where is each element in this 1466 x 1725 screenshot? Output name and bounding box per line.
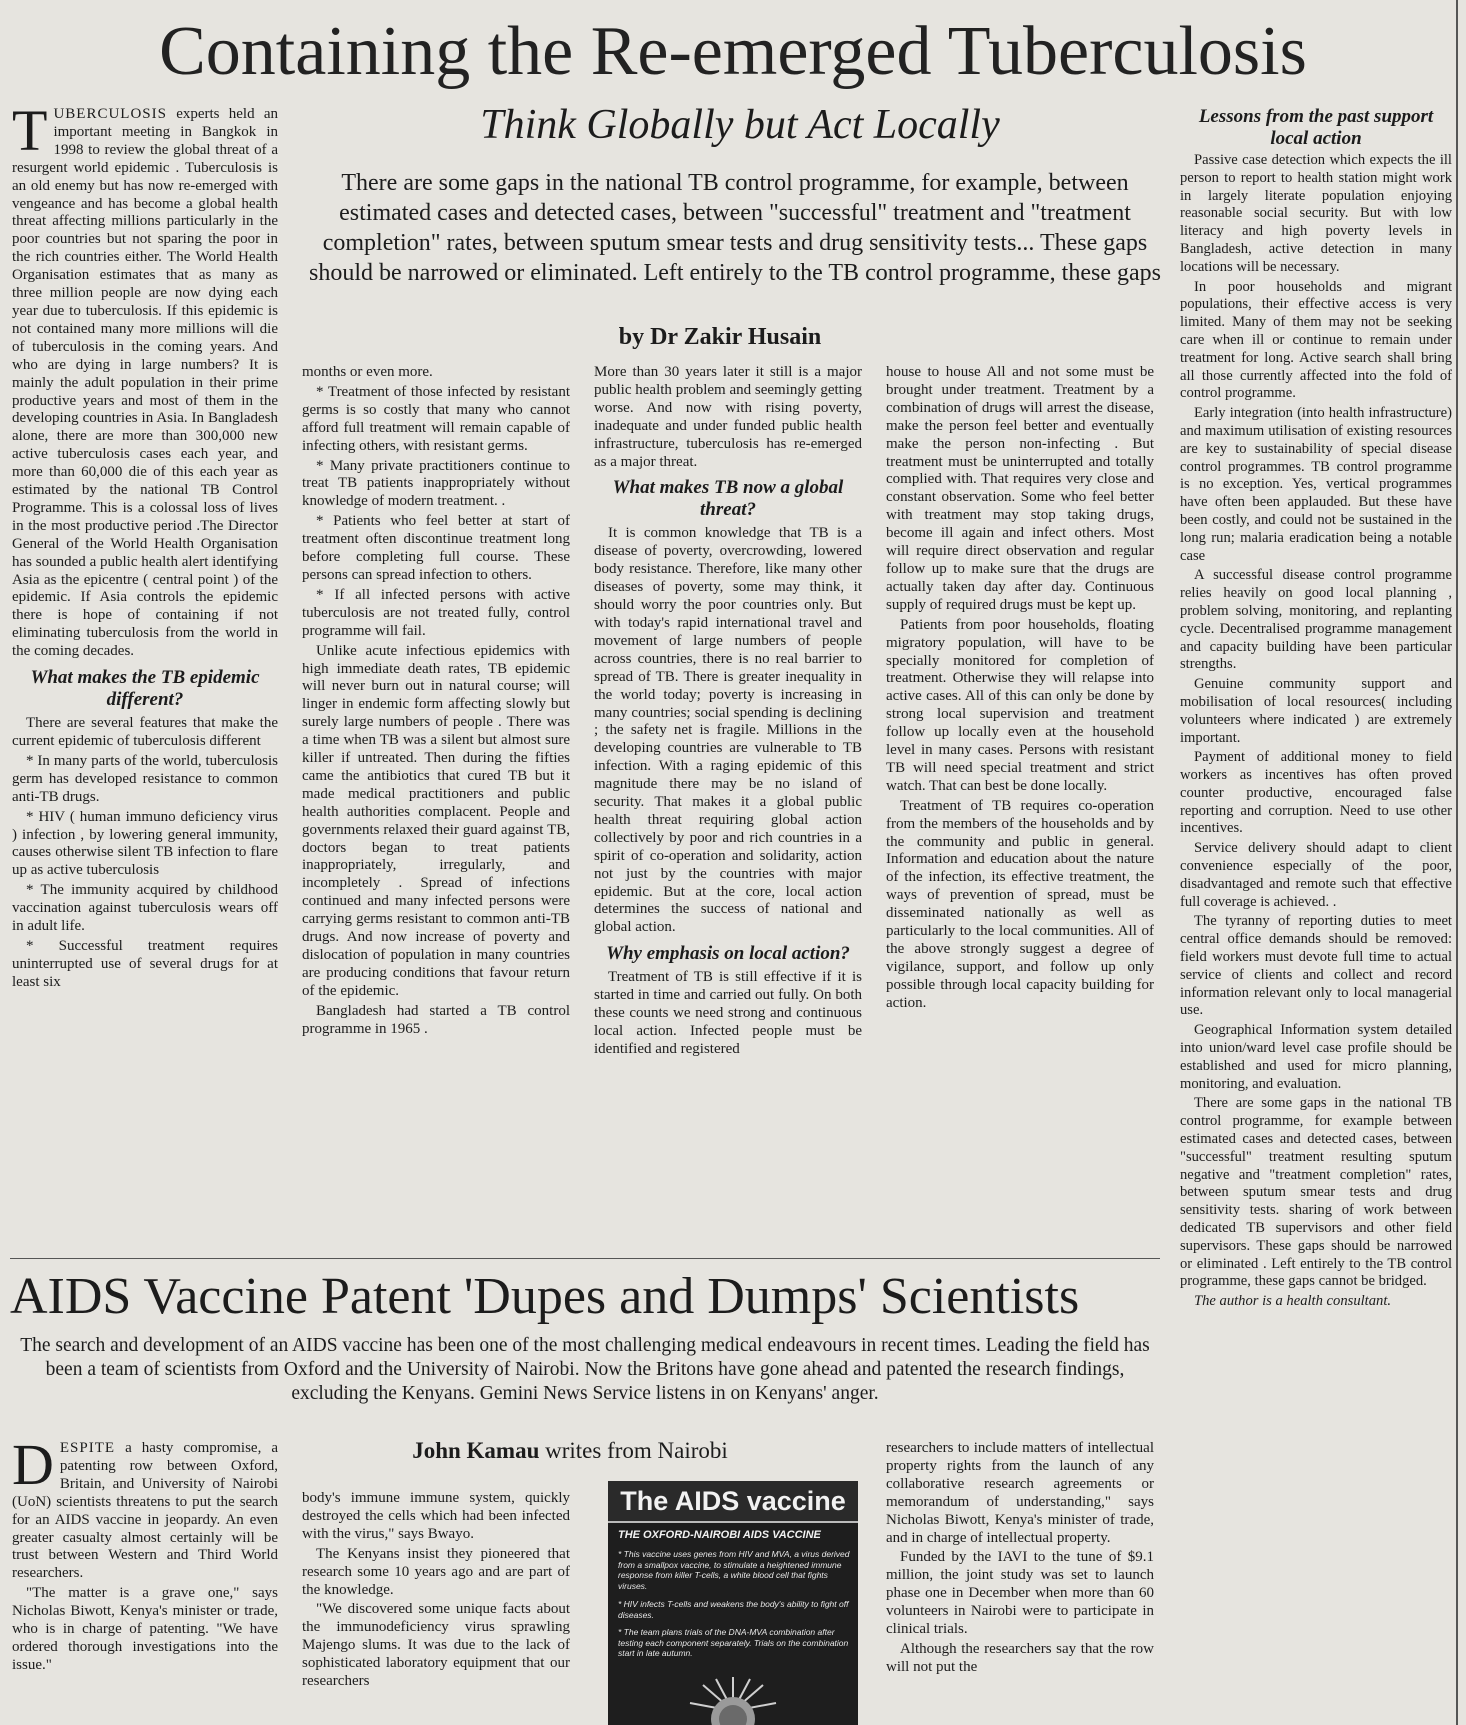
tb-column-1: TUBERCULOSIS experts held an important meeting in Bangkok in 1998 to review the global threat of a resurgent world epidemic . Tuberculosis is an old enemy but has now re-emerged with vengeance and has become a global health threat affecting millions particularly in the poor countries but not sparing the poor in the rich countries either. The World Health Organisation estimates that as many as three million people are now dying each year due to tuberculosis. If this epidemic is not contained many more millions will die of tuberculosis in the coming years. And who are dying in large numbers? It is mainly the adult population in their prime productive years and most of them in the developing countries in Asia. In Bangladesh alone, there are more than 300,000 new active tuberculosis cases each year, and more than 60,000 die of this each year as estimated by the national TB Control Programme. This is a colossal loss of lives in the most productive period .The Director General of the World Health Organisation has sounded a public health alert identifying Asia as the epicentre ( central point ) of the epidemic. If Asia controls the epidemic there is hope of containing if not eliminating tuberculosis from the world in the coming decades. What makes the TB epidemic different? There are several features that make the current epidemic of tuberculosis different * In many parts of the world, tuberculosis germ has developed resistance to common anti-TB drugs. * HIV ( human immuno deficiency virus ) infection , by lowering general immunity, causes otherwise silent TB infection to flare up as active tuberculosis * The immunity acquired by childhood vaccination against tuberculosis wears off in adult life. * Successful treatment requires uninterrupted use of several drugs for at least six <box>12 106 278 990</box>
aids-vaccine-infobox <box>608 1481 858 1725</box>
author-credit: The author is a health consultant. <box>1194 1293 1392 1310</box>
tb-sidebar: Lessons from the past support local action Passive case detection which expects the ill person to report to health station might work in largely literate population enjoying reasonable social security. But with low literacy and high poverty levels in Bangladesh, active detection in many locations will be necessary. In poor households and migrant populations, their effective access is very limited. Many of them may not be seeking care when ill or continue to remain under treatment for long. Active search shall bring all those currently affected into the fold of control programme. Early integration (into health infrastructure) and maximum utilisation of existing resources are key to sustainability of special disease control programmes. TB control programme is no exception. Yes, vertical programmes have often been applauded. But these have been costly, and could not be sustained in the long run; malaria eradication being a notable case A successful disease control programme relies heavily on good local planning , problem solving, monitoring, and replanting cycle. Decentralised programme management and capacity building have been particular strengths. Genuine community support and mobilisation of local resources( including volunteers where indicated ) are extremely important. Payment of additional money to field workers as incentives has often proved counter productive, encouraged false reporting and corruption. Need to use other incentives. Service delivery should adapt to client convenience especially of the poor, disadvantaged and remote such that effective full coverage is achieved. . The tyranny of reporting duties to meet central office demands should be removed: field workers must devote full time to actual service of clients and collect and record information relevant only to local managerial use. Geographical Information system detailed into union/ward level case profile should be established and used for micro planning, monitoring, and evaluation. There are some gaps in the national TB control programme, for example between estimated cases and detected cases, between "successful" treatment resulting sputum negative and "treatment completion" rates, between sputum smear tests and drug sensitivity tests. sharing of work between dedicated TB supervisors and other field supervisors. These gaps should be narrowed or eliminated . Left entirely to the TB control programme, these gaps cannot be bridged. The author is a health consultant. <box>1180 106 1452 1310</box>
infobox-item: * HIV infects T-cells and weakens the body's ability to fight off diseases. <box>618 1599 849 1620</box>
sidebar-title: Lessons from the past support local action <box>1198 106 1434 149</box>
tb-headline: Containing the Re-emerged Tuberculosis <box>159 13 1307 90</box>
subhead: What makes the TB epidemic different? <box>30 667 260 711</box>
section-divider <box>10 1258 1160 1259</box>
subhead: Why emphasis on local action? <box>606 943 850 965</box>
tb-column-2: months or even more. * Treatment of those infected by resistant germs is so costly that many who cannot afford full treatment will remain capable of infecting others, with resistant germs. * Many private practitioners continue to treat TB patients inappropriately without knowledge of modern treatment. . * Patients who feel better at start of treatment often discontinue treatment long before completing full course. These persons can spread infection to others. * If all infected persons with active tuberculosis are not treated fully, control programme will fail. Unlike acute infectious epidemics with high immediate death rates, TB epidemic will never burn out in natural course; will linger in endemic form affecting slowly but surely large numbers of people . There was a time when TB was a silent but almost sure killer if untreated. Then during the fifties came the antibiotics that cured TB but it made medical practitioners and public health authorities complacent. People and governments relaxed their guard against TB, doctors began to treat patients inappropriately, irregularly, and incompletely . Spread of infections continued and many infected persons were carrying germs resistant to common anti-TB drugs. And now increase of poverty and dislocation of population in many countries are producing conditions that favour return of the epidemic. Bangladesh had started a TB control programme in 1965 . <box>302 364 570 1037</box>
aids-headline: AIDS Vaccine Patent 'Dupes and Dumps' Scientists <box>10 1268 1080 1325</box>
tb-deck: Think Globally but Act Locally <box>480 102 1000 148</box>
aids-intro: The search and development of an AIDS vaccine has been one of the most challenging medical endeavours in recent times. Leading the field has been a team of scientists from Oxford and the University of Nairobi. Now the Britons have gone ahead and patented the research findings, excluding the Kenyans. Gemini News Service listens in on Kenyans' anger. <box>20 1335 1150 1404</box>
tb-column-4: house to house All and not some must be brought under treatment. Treatment by a combination of drugs will arrest the disease, make the person feel better and eventually make the person non-infecting . But treatment must be uninterrupted and totally complied with. That requires very close and constant observation. Some who feel better with treatment may stop taking drugs, become ill again and infect others. Most will require direct observation and regular follow up to make sure that the drugs are actually taken day after day. Continuous supply of required drugs must be kept up. Patients from poor households, floating migratory population, will have to be specially monitored for completion of treatment. Otherwise they will relapse into active cases. All of this can only be done by strong local supervision and treatment follow up locally even at the household level in many cases. Persons with resistant TB will need special treatment and strict watch. That can best be done locally. Treatment of TB requires co-operation from the members of the households and by the community and public in general. Information and education about the nature of the infection, its effective treatment, the ways of prevention of spread, must be disseminated nationally as well as particularly to the local communities. All of the above strongly suggest a degree of vigilance, support, and follow up only possible through local capacity building for action. <box>886 364 1154 1011</box>
tb-standfirst: There are some gaps in the national TB control programme, for example, between estimated cases and detected cases, between "successful" treatment and "treatment completion" rates, between sputum smear tests and drug sensitivity tests... These gaps should be narrowed or eliminated. Left entirely to the TB control programme, these gaps <box>309 170 1161 286</box>
infobox-subtitle: THE OXFORD-NAIROBI AIDS VACCINE <box>618 1529 821 1541</box>
tb-byline: by Dr Zakir Husain <box>618 324 822 350</box>
aids-column-2: body's immune immune system, quickly destroyed the cells which had been infected with the virus," says Bwayo. The Kenyans insist they pioneered that research some 10 years ago and are part of the knowledge. "We discovered some unique facts about the immunodeficiency virus sprawling Majengo slums. It was due to the lack of sophisticated laboratory equipment that our researchers <box>302 1490 570 1690</box>
infobox-item: * The team plans trials of the DNA-MVA combination after testing each component separately. Trials on the combination start in late autumn. <box>618 1627 849 1658</box>
subhead: What makes TB now a global threat? <box>612 477 844 521</box>
drop-cap: T <box>12 106 48 163</box>
virus-illustration-icon <box>668 1671 798 1725</box>
drop-cap: D <box>12 1440 54 1497</box>
aids-byline: John Kamau writes from Nairobi <box>412 1438 728 1463</box>
tb-column-3: More than 30 years later it still is a major public health problem and seemingly getting worse. And now with rising poverty, inadequate and under funded public health infrastructure, tuberculosis has re-emerged as a major threat. What makes TB now a global threat? It is common knowledge that TB is a disease of poverty, overcrowding, lowered body resistance. Therefore, like many other diseases of poverty, some may think, it should worry the poor countries only. But with today's rapid international travel and movement of large numbers of people across countries, there is no real barrier to spread of TB. There is greater inequality in the world today; poverty is increasing in many countries; social spending is declining ; the safety net is fragile. Millions in the developing countries are vulnerable to TB infection. With a raging epidemic of this magnitude there may be no island of security. That makes it a global public health threat requiring global action collectively by poor and rich countries in a spirit of co-operation and solidarity, action not just by the countries with major epidemic. But at the core, local action determines the success of national and global action. Why emphasis on local action? Treatment of TB is still effective if it is started in time and carried out fully. On both these counts we need strong and continuous local action. Infected people must be identified and registered <box>594 364 862 1057</box>
aids-column-1: DESPITE a hasty compromise, a patenting row between Oxford, Britain, and University of Nairobi (UoN) scientists threatens to put the search for an AIDS vaccine in jeopardy. An even greater casualty almost certainly will be trust between Western and Third World researchers. "The matter is a grave one," says Nicholas Biwott, Kenya's minister or trade, who is in charge of patenting. "We have ordered thorough investigations into the issue." <box>12 1440 278 1673</box>
infobox-title: The AIDS vaccine <box>608 1481 858 1523</box>
infobox-item: * This vaccine uses genes from HIV and MVA, a virus derived from a smallpox vaccine, to stimulate a heightened immune response from killer T-cells, a white blood cell that fights viruses. <box>618 1549 850 1591</box>
aids-column-4: researchers to include matters of intellectual property rights from the launch of any collaborative research agreements or memorandum of understanding," says Nicholas Biwott, Kenya's minister of trade, and in charge of intellectual property. Funded by the IAVI to the tune of $9.1 million, the joint study was set to launch phase one in December when more than 60 volunteers in Nairobi were to participate in clinical trials. Although the researchers say that the row will not put the <box>886 1440 1154 1675</box>
column-rule <box>1456 0 1458 1725</box>
